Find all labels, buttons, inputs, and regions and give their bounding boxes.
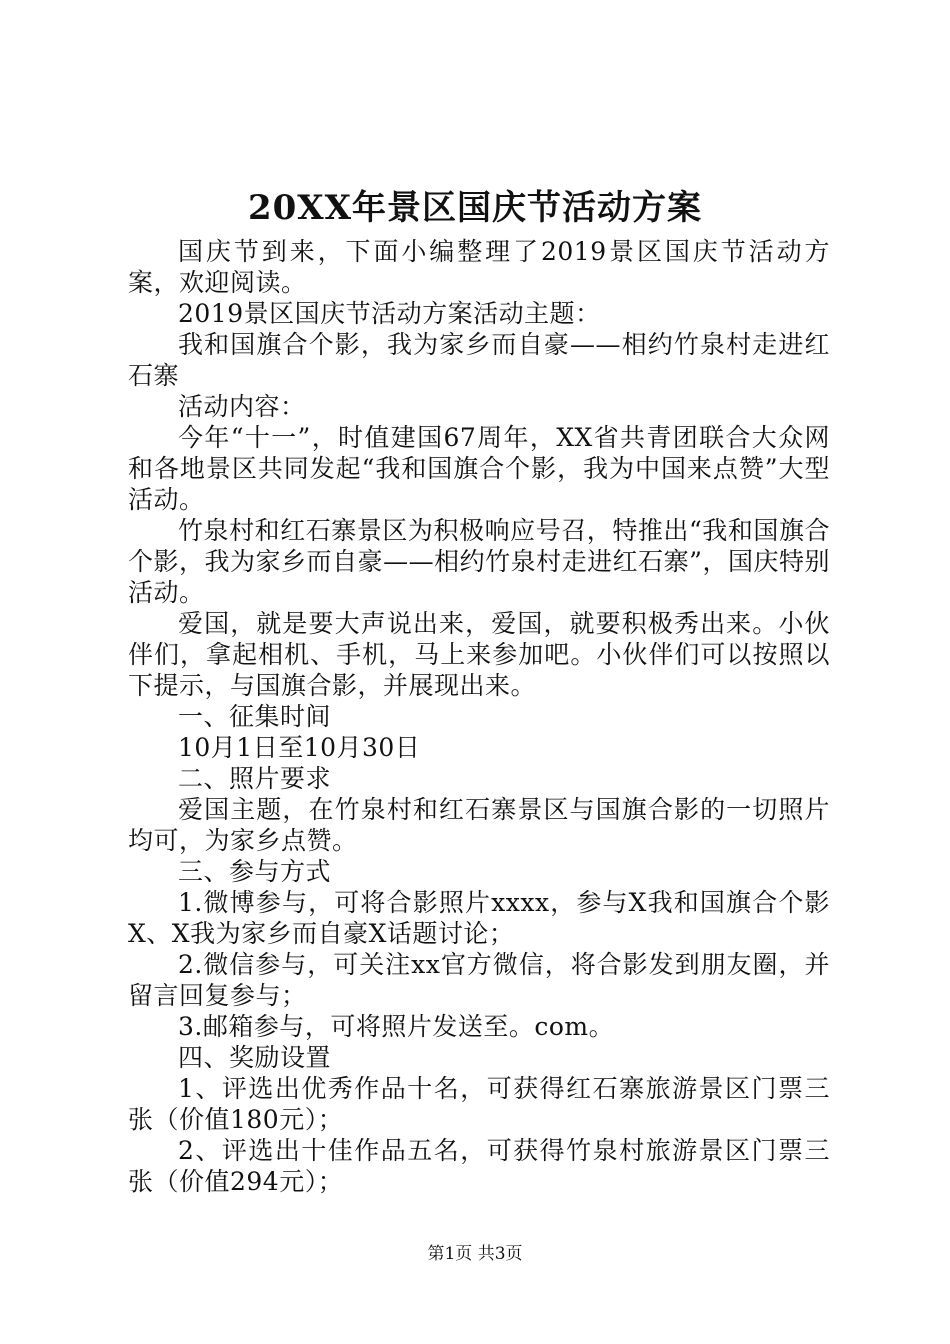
document-body	[128, 236, 830, 1197]
paragraph-content-heading: 活动内容：	[178, 392, 306, 421]
paragraph-email: 3.邮箱参与，可将照片发送至。com。	[178, 1012, 615, 1041]
paragraph-reward-2: 2、评选出十佳作品五名，可获得竹泉村旅游景区门票三张（价值294元）；	[128, 1136, 830, 1196]
section-heading-collection-time: 一、征集时间	[178, 702, 332, 731]
section-heading-rewards: 四、奖励设置	[178, 1043, 332, 1072]
paragraph-intro: 国庆节到来，下面小编整理了2019景区国庆节活动方案，欢迎阅读。	[128, 237, 830, 297]
paragraph-theme-heading: 2019景区国庆节活动方案活动主题：	[178, 299, 601, 328]
paragraph-wechat: 2.微信参与，可关注xx官方微信，将合影发到朋友圈，并留言回复参与；	[128, 950, 830, 1010]
paragraph-reward-1: 1、评选出优秀作品十名，可获得红石寨旅游景区门票三张（价值180元）；	[128, 1074, 830, 1134]
page-footer: 第1页 共3页	[427, 1244, 523, 1264]
paragraph-collection-dates: 10月1日至10月30日	[178, 733, 421, 762]
paragraph-theme: 我和国旗合个影，我为家乡而自豪——相约竹泉村走进红石寨	[128, 330, 830, 390]
section-heading-participation: 三、参与方式	[178, 857, 332, 886]
paragraph-background: 今年“十一”，时值建国67周年，XX省共青团联合大众网和各地景区共同发起“我和国旗合个影，我为中国来点赞”大型活动。	[128, 423, 830, 514]
document-title: 20XX年景区国庆节活动方案	[247, 188, 703, 228]
paragraph-call-to-action: 爱国，就是要大声说出来，爱国，就要积极秀出来。小伙伴们，拿起相机、手机，马上来参加吧。小伙伴们可以按照以下提示，与国旗合影，并展现出来。	[128, 609, 830, 700]
section-heading-photo-requirements: 二、照片要求	[178, 764, 332, 793]
paragraph-special-event: 竹泉村和红石寨景区为积极响应号召，特推出“我和国旗合个影，我为家乡而自豪——相约竹泉村走进红石寨”，国庆特别活动。	[128, 516, 830, 607]
paragraph-photo-requirements: 爱国主题，在竹泉村和红石寨景区与国旗合影的一切照片均可，为家乡点赞。	[128, 795, 830, 855]
paragraph-weibo: 1.微博参与，可将合影照片xxxx，参与X我和国旗合个影X、X我为家乡而自豪X话题讨论；	[128, 888, 830, 948]
